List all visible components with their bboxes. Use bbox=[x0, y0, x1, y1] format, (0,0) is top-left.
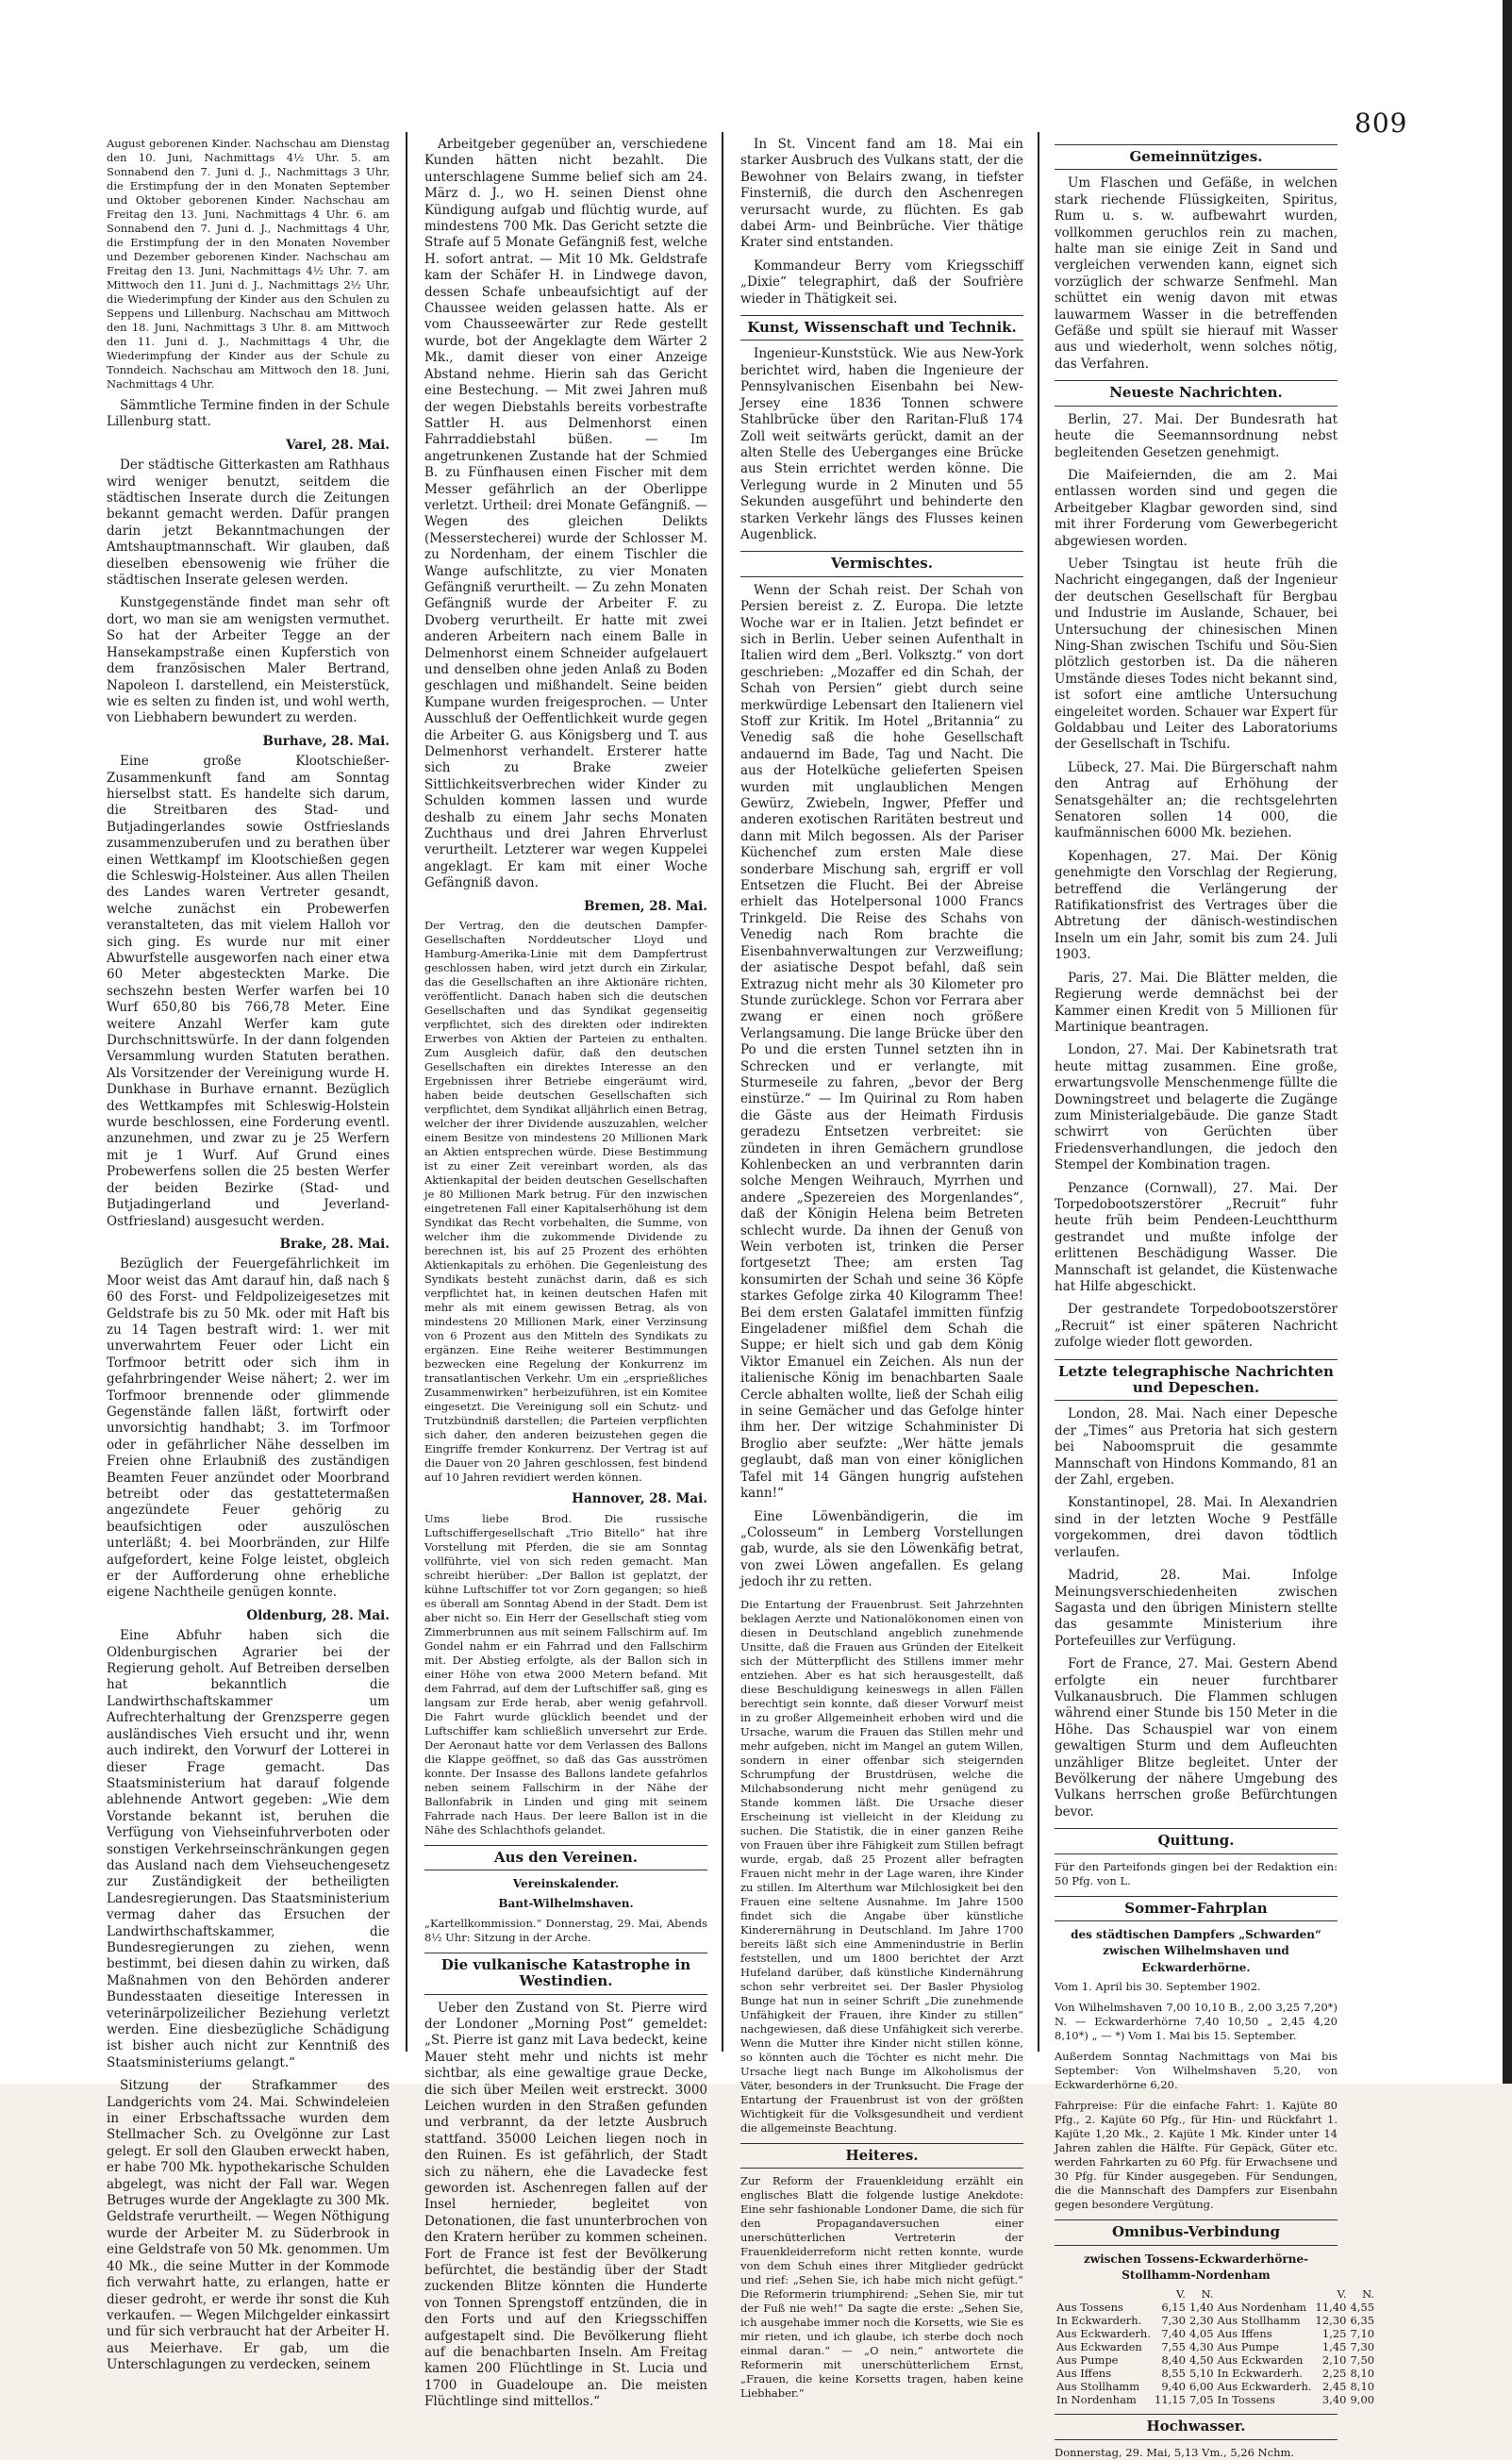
column-1 bbox=[107, 137, 390, 2373]
section-heading: Letzte telegraphische Nachrichten und Depeschen. bbox=[1055, 1359, 1338, 1402]
article-paragraph: Kunstgegenstände findet man sehr oft dort, wo man sie am wenigsten vermuthet. So hat der Arbeiter Tegge an der Hansekampstraße einen Kupferstich von dem französischen Maler Bertrand, Napoleon I. darstellend, ein Meisterstück, wie es selten zu finden ist, und wohl werth, von Liebhabern bewundert zu werden. bbox=[107, 595, 390, 726]
table-cell: 8,40 bbox=[1161, 2353, 1186, 2368]
header-cell bbox=[1216, 2287, 1314, 2301]
table-row bbox=[1055, 2340, 1376, 2353]
omnibus-timetable bbox=[1055, 2287, 1376, 2406]
article-paragraph: Der gestrandete Torpedobootszerstörer „Recruit“ ist einer späteren Nachricht zufolge wieder flott geworden. bbox=[1055, 1302, 1338, 1351]
header-cell: V. bbox=[1337, 2287, 1347, 2302]
article-paragraph: Eine große Klootschießer-Zusammenkunft fand am Sonntag hierselbst statt. Es handelte sich darum, die Streitbaren des Stad- und Butjadingerlandes sowie Ostfrieslands zusammenzuberufen und zu berathen über einen Wettkampf im Klootschießen gegen die Schleswig-Holsteiner. Aus allen Theilen des Landes waren Vertreter gesandt, welche zunächst ein Probewerfen veranstalteten, das mit vielem Halloh vor sich ging. Es wurde nur mit einer Abwurfstelle ausgeworfen nach einer etwa 60 Meter abgesteckten Marke. Die sechszehn besten Werfer warfen bei 10 Wurf 650,80 bis 766,78 Meter. Eine weitere Anzahl Werfer kam gute Durchschnittswürfe. In der dann folgenden Versammlung wurden Statuten berathen. Als Vorsitzender der Vereinigung wurde H. Dunkhase in Burhave ernannt. Bezüglich des Wettkampfes mit Schleswig-Holstein wurde beschlossen, eine Forderung eventl. anzunehmen, und zwar zu je 25 Werfern mit je 1 Wurf. Auf Grund eines Probewerfens sollen die 25 besten Werfer der beiden Bezirke (Stad- und Butjadingerland und Jeverland-Ostfriesland) ausgesucht werden. bbox=[107, 754, 390, 1229]
sub-heading: zwischen Tossens-Eckwarderhörne-Stollhamm-Nordenham bbox=[1083, 2252, 1309, 2283]
page-number: 809 bbox=[1354, 108, 1408, 139]
section-heading: Kunst, Wissenschaft und Technik. bbox=[740, 315, 1023, 341]
table-cell: 9,00 bbox=[1350, 2393, 1375, 2407]
column-2 bbox=[424, 137, 707, 2410]
column-rule bbox=[1038, 132, 1039, 2052]
article-paragraph: Eine Abfuhr haben sich die Oldenburgischen Agrarier bei der Regierung geholt. Auf Betreiben derselben hat bekanntlich die Landwirthschaftskammer um Aufrechterhaltung der Grenzsperre gegen ausländisches Vieh ersucht und ihr, wenn auch indirekt, den Vorwurf der Lotterei in dieser Frage gemacht. Das Staatsministerium hat darauf folgende ablehnende Antwort gegeben: „Wie dem Vorstande bekannt ist, beruhen die Verfügung von Viehseinfuhrverboten oder sonstigen Verkehrseinschränkungen gegen das Ausland nach dem Viehseuchengesetz zur Zuständigkeit der betheiligten Landesregierungen. Das Staatsministerium vermag daher das Ersuchen der Landwirthschaftskammer, die Bundesregierungen zu ziehen, wenn bestimmt, bei diesen dahin zu wirken, daß Maßnahmen von den Behörden anderer Bundesstaaten dieseitige Interessen in veterinärpolizeilicher Beziehung verletzt werden. Eine diesbezügliche Schädigung ist bisher auch nicht zur Kenntniß des Staatsministeriums gelangt.“ bbox=[107, 1628, 390, 2070]
column-rule bbox=[722, 132, 723, 2052]
article-paragraph: Sitzung der Strafkammer des Landgerichts vom 24. Mai. Schwindeleien in einer Erbschaftssache wurden dem Stellmacher Sch. zu Ovelgönne zur Last gelegt. Er soll den Glauben erweckt haben, er habe 700 Mk. hypothekarische Schulden abgelegt, was nicht der Fall war. Wegen Betruges wurde der Angeklagte zu 300 Mk. Geldstrafe verurtheilt. — Wegen Nöthigung wurde der Arbeiter M. zu Süderbrook in eine Geldstrafe von 50 Mk. genommen. Um 40 Mk., die seine Mutter in der Kommode fich verwahrt hatte, zu erlangen, hatte er dieser gedroht, er werde ihr sonst die Kuh verkaufen. — Wegen Milchgelder einkassirt und für sich verbraucht hat der Arbeiter H. aus Meierhave. Er gab, um die Unterschlagungen zu verdecken, seinem bbox=[107, 2078, 390, 2373]
article-paragraph: Der Vertrag, den die deutschen Dampfer-Gesellschaften Norddeutscher Lloyd und Hamburg-Amerika-Linie mit dem Dampfertrust geschlossen haben, wird jetzt durch ein Zirkular, das die Gesellschaften an ihre Aktionäre richten, veröffentlicht. Danach haben sich die deutschen Gesellschaften und das Syndikat gegenseitig verpflichtet, sich des direkten oder indirekten Erwerbes von Aktien der Parteien zu enthalten. Zum Ausgleich dafür, daß den deutschen Gesellschaften ein direktes Interesse an den Ergebnissen ihrer Betriebe eingeräumt wird, haben beide deutschen Gesellschaften sich verpflichtet, dem Syndikat alljährlich einen Betrag, welcher der ihrer Dividende auszuzahlen, welcher einem Besitze von mindestens 20 Millionen Mark an Aktien entsprechen würde. Diese Bestimmung ist zu einer Zeit vereinbart worden, als das Aktienkapital der beiden deutschen Gesellschaften je 80 Millionen Mark betrug. Für den inzwischen eingetretenen Fall einer Kapitalserhöhung ist dem Syndikat das Recht vorbehalten, die Summe, von welcher ihm die zukommende Dividende zu berechnen ist, bis auf 25 Prozent des erhöhten Aktienkapitals zu erhöhen. Die Gegenleistung des Syndikats besteht zunächst darin, daß es sich verpflichtet hat, in keinen deutschen Hafen mit mehr als mit einem gewissen Betrag, als von mindestens 20 Millionen Mark, einer Verzinsung von 6 Prozent aus den Mitteln des Syndikats zu ergänzen. Eine Reihe weiterer Bestimmungen bezwecken eine Regelung der Konkurrenz im transatlantischen Verkehr. Um ein „ersprießliches Zusammenwirken“ herbeizuführen, ist ein Komitee eingesetzt. Die Vereinigung soll ein Schutz- und Trutzbündniß darstellen; die Parteien verpflichten sich daher, den anderen beizustehen gegen die Eingriffe fremder Konkurrenz. Der Vertrag ist auf die Dauer von 20 Jahren geschlossen, fest bindend auf 10 Jahren revidiert werden können. bbox=[424, 919, 707, 1485]
table-cell: 1,40 bbox=[1188, 2301, 1214, 2315]
table-cell: 2,25 bbox=[1321, 2367, 1347, 2381]
timetable-text: Von Wilhelmshaven 7,00 10,10 B., 2,00 3,25 7,20*) N. — Eckwarderhörne 7,40 10,50 „ 2,45 4,20 8,10*) „ — *) Vom 1. Mai bis 15. September. bbox=[1055, 2001, 1338, 2043]
article-paragraph: Wenn der Schah reist. Der Schah von Persien bereist z. Z. Europa. Die letzte Woche war er in Italien. Jetzt befindet er sich in Berlin. Ueber seinen Aufenthalt in Italien wird dem „Berl. Volksztg.“ von dort geschrieben: „Mozaffer ed din Schah, der Schah von Persien“ giebt durch seine merkwürdige Lebensart den Italienern viel Stoff zur Kritik. Im Hotel „Britannia“ zu Venedig saß die hohe Gesellschaft andauernd im Bade, Tag und Nacht. Die aus der Hotelküche gelieferten Speisen wurden mit unglaublichen Mengen Gewürz, Zwiebeln, Ingwer, Pfeffer und anderen exotischen Raritäten bestreut und dann mit Milch begossen. Als der Pariser Küchenchef zum ersten Male diese sonderbare Mischung sah, ergriff er voll Entsetzen die Flucht. Bei der Abreise erhielt das Hotelpersonal 1000 Francs Trinkgeld. Die Reise des Schahs von Venedig nach Rom brachte die Eisenbahnverwaltungen zur Verzweiflung; der asiatische Despot befahl, daß sein Extrazug nicht mehr als 30 Kilometer pro Stunde zurücklege. Schon vor Ferrara aber zwang er einen noch größere Verlangsamung. Die lange Brücke über den Po und die ersten Tunnel setzten ihn in Schrecken und er verlangte, mit Sturmeseile zu fahren, „bevor der Berg einstürze.“ — Im Quirinal zu Rom haben die Gäste aus der Heimath Firdusis geradezu Entsetzen verbreitet: sie zündeten in ihren Gemächern grundlose Kohlenbecken an und verbrannten darin solche Mengen Weihrauch, Myrrhen und andere „Spezereien des Morgenlandes“, daß der Königin Helena beim Betreten schlecht wurde. Da ihnen der Genuß von Wein verboten ist, trinken die Perser fortgesetzt Thee; am ersten Tag konsumirten der Schah und seine 36 Köpfe starkes Gefolge zirka 40 Kilogramm Thee! Bei dem ersten Galatafel immitten fünfzig Eingeladener mißfiel dem Schah die Suppe; er hielt sich und gab dem König Viktor Emanuel ein Zeichen. Als nun der italienische König im benachbarten Saale Cercle abhalten wollte, ließ der Schah eilig in seine Gemächer und das Gefolge hinter ihm her. Der witzige Schahminister Di Broglio aber seufzte: „Wer hätte jemals geglaubt, daß man von einer königlichen Tafel mit 14 Gängen hungrig aufstehen kann!“ bbox=[740, 582, 1023, 1502]
article-paragraph: Ueber Tsingtau ist heute früh die Nachricht eingegangen, daß der Ingenieur der deutschen Gesellschaft für Bergbau und Industrie im Auslande, Schauer, bei Untersuchung der chinesischen Minen Ning-Shan zwischen Tschifu und Söu-Sien plötzlich gestorben ist. Da die näheren Umstände dieses Todes nicht bekannt sind, ist sofort eine amtliche Untersuchung eingeleitet worden. Schauer war Expert für Goldabbau und Leiter des Laboratoriums der Gesellschaft in Tschifu. bbox=[1055, 556, 1338, 753]
article-paragraph: Paris, 27. Mai. Die Blätter melden, die Regierung werde demnächst bei der Kammer einen Kredit von 5 Millionen für Martinique beantragen. bbox=[1055, 970, 1338, 1035]
table-row bbox=[1055, 2314, 1376, 2327]
article-paragraph: Fort de France, 27. Mai. Gestern Abend erfolgte ein neuer furchtbarer Vulkanausbruch. Die Flammen schlugen während einer Stunde bis 150 Meter in die Höhe. Das Schauspiel war von einem gewaltigen Sturm und dem Aufleuchten unzähliger Blitze begleitet. Unter der Bevölkerung der nähere Umgebung des Vulkans herrschen große Befürchtungen bevor. bbox=[1055, 1656, 1338, 1820]
table-cell: 11,40 bbox=[1315, 2301, 1347, 2315]
article-paragraph: Vom 1. April bis 30. September 1902. bbox=[1055, 1980, 1261, 1994]
table-cell: 7,50 bbox=[1350, 2353, 1375, 2368]
table-cell: Aus Pumpe bbox=[1217, 2340, 1280, 2354]
article-paragraph: Eine Löwenbändigerin, die im „Colosseum“ in Lemberg Vorstellungen gab, wurde, als sie den Löwenkäfig betrat, von zwei Löwen angefallen. Es gelang jedoch ihr zu retten. bbox=[740, 1508, 1023, 1590]
table-cell: 1,25 bbox=[1321, 2327, 1347, 2341]
article-paragraph: Konstantinopel, 28. Mai. In Alexandrien sind in der letzten Woche 9 Pestfälle vorgekommen, drei davon tödtlich verlaufen. bbox=[1055, 1495, 1338, 1560]
table-cell: Aus Eckwarderh. bbox=[1217, 2380, 1312, 2394]
article-paragraph: London, 27. Mai. Der Kabinetsrath trat heute mittag zusammen. Eine große, erwartungsvolle Menschenmenge füllte die Downingstreet und belagerte die Zugänge zum Ministerialgebäude. Die ganze Stadt schwirrt von Gerüchten über Friedensverhandlungen, die jedoch den Stempel der Kombination tragen. bbox=[1055, 1042, 1338, 1173]
column-4 bbox=[1055, 137, 1375, 2459]
article-paragraph: Kopenhagen, 27. Mai. Der König genehmigte den Vorschlag der Regierung, betreffend die Verlängerung der Ratifikationsfrist des Vertrages über die Abtretung der dänisch-westindischen Inseln um ein Jahr, somit bis zum 24. Juli 1903. bbox=[1055, 848, 1338, 963]
dateline: Burhave, 28. Mai. bbox=[262, 733, 390, 749]
header-cell: V. bbox=[1175, 2287, 1186, 2302]
table-row bbox=[1055, 2380, 1376, 2393]
header-cell bbox=[1055, 2287, 1153, 2301]
table-cell: Aus Iffens bbox=[1056, 2367, 1112, 2381]
table-cell: In Tossens bbox=[1217, 2393, 1275, 2407]
header-cell: N. bbox=[1201, 2287, 1214, 2302]
table-cell: In Eckwarderh. bbox=[1056, 2314, 1142, 2328]
table-cell: 8,10 bbox=[1350, 2380, 1375, 2394]
table-row bbox=[1055, 2327, 1376, 2340]
article-paragraph: In St. Vincent fand am 18. Mai ein starker Ausbruch des Vulkans statt, der die Bewohner von Belairs zwang, in tiefster Finsterniß, die durch den Aschenregen verursacht wurde, zu flüchten. Es gab dabei Arm- und Beinbrüche. Vier thätige Krater sind entstanden. bbox=[740, 137, 1023, 251]
dateline: Oldenburg, 28. Mai. bbox=[246, 1607, 390, 1623]
table-cell: 6,00 bbox=[1188, 2380, 1214, 2394]
article-paragraph: Ueber den Zustand von St. Pierre wird der Londoner „Morning Post“ gemeldet: „St. Pierre ist ganz mit Lava bedeckt, keine Mauer steht mehr und nichts ist mehr sichtbar, als eine gewaltige graue Decke, die sich über Meilen weit erstreckt. 3000 Leichen wurden in den Straßen gefunden und verbrannt, da der letzte Ausbruch stattfand. 35000 Leichen liegen noch in den Ruinen. Es ist gefährlich, der Stadt sich zu nähern, ehe die Lavadecke fest geworden ist. Aschenregen fallen auf der Insel hernieder, begleitet von Detonationen, die fast ununterbrochen von den Kratern herüber zu kommen scheinen. Fort de France ist fest der Bevölkerung befürchtet, die beständig über der Stadt zuckenden Blitze könnten die Hunderte von Tonnen Sprengstoff entzünden, die in den Forts und auf den Kriegsschiffen aufgestapelt sind. Die Bevölkerung flieht auf die benachbarten Inseln. Am Freitag kamen 200 Flüchtlinge in St. Lucia und 1700 in Guadeloupe an. Die meisten Flüchtlinge sind mittellos.“ bbox=[424, 2000, 707, 2410]
article-paragraph: Penzance (Cornwall), 27. Mai. Der Torpedobootszerstörer „Recruit“ fuhr heute früh beim Pendeen-Leuchtthurm gestrandet und mußte infolge der erlittenen Beschädigung Wasser. Die Mannschaft ist gelandet, die Küstenwache hat Hilfe abgeschickt. bbox=[1055, 1180, 1338, 1294]
column-3 bbox=[740, 137, 1023, 2400]
timetable-text: Außerdem Sonntag Nachmittags von Mai bis September: Von Wilhelmshaven 5,20, von Eckwarderhörne 6,20. bbox=[1055, 2050, 1338, 2092]
section-heading: Quittung. bbox=[1055, 1828, 1338, 1853]
article-paragraph: Der städtische Gitterkasten am Rathhaus wird weniger benutzt, seitdem die städtischen Inserate durch die Zeitungen bekannt gemacht werden. Dafür prangen darin jetzt Bekanntmachungen der Amtshauptmannschaft. Wir glauben, daß dieselben ebensowenig wie früher die städtischen Inserate gelesen werden. bbox=[107, 457, 390, 589]
table-cell: 7,10 bbox=[1350, 2327, 1375, 2341]
section-heading: Omnibus-Verbindung bbox=[1055, 2219, 1338, 2245]
table-cell: 4,50 bbox=[1188, 2353, 1214, 2368]
section-heading: Neueste Nachrichten. bbox=[1055, 380, 1338, 406]
table-cell: 6,15 bbox=[1161, 2301, 1186, 2315]
article-paragraph: Ums liebe Brod. Die russische Luftschiffergesellschaft „Trio Bitello“ hat ihre Vorstellung mit Pferden, die sie am Sonntag vollführte, viel von sich reden gemacht. Man schreibt hierüber: „Der Ballon ist geplatzt, der kühne Luftschiffer tot vor Zorn gegangen; so hieß es überall am Sonntag Abend in der Stadt. Dem ist aber nicht so. Ein Herr der Gesellschaft stieg vom Zimmerbrunnen aus mit seinem Fallschirm auf. Im Gondel nahm er ein Fahrrad und den Fallschirm mit. Der Abstieg erfolgte, als der Ballon sich in einer Höhe von etwa 2000 Metern befand. Mit dem Fahrrad, auf dem der Luftschiffer saß, ging es langsam zur Erde herab, aber wenig gefahrvoll. Die Fahrt wurde glücklich beendet und der Luftschiffer kam schließlich unversehrt zur Erde. Der Aeronaut hatte vor dem Verlassen des Ballons die Klappe geöffnet, so daß das Gas ausströmen konnte. Der Insasse des Ballons landete gefahrlos neben seinem Fallschirm in der Nähe der Ballonfabrik in Linden und ging mit seinem Fahrrade nach Haus. Der leere Ballon ist in die Nähe des Schlachthofs gelandet. bbox=[424, 1511, 707, 1837]
article-paragraph: Für den Parteifonds gingen bei der Redaktion ein: 50 Pfg. von L. bbox=[1055, 1859, 1338, 1887]
article-paragraph: London, 28. Mai. Nach einer Depesche der „Times“ aus Pretoria hat sich gestern bei Naboomspruit die gesammte Mannschaft von Hindons Kommando, 81 an der Zahl, ergeben. bbox=[1055, 1406, 1338, 1488]
table-cell: Aus Tossens bbox=[1056, 2301, 1123, 2315]
article-paragraph: Die Maifeiernden, die am 2. Mai entlassen worden sind und gegen die Arbeitgeber Klagbar geworden sind, sind mit ihrer Forderung vom Gewerbegericht abgewiesen worden. bbox=[1055, 467, 1338, 549]
article-paragraph: Die Entartung der Frauenbrust. Seit Jahrzehnten beklagen Aerzte und Nationalökonomen einen von diesen in Deutschland angeblich zunehmende Unsitte, daß die Frauen aus Gründen der Eitelkeit sich der Mütterpflicht des Stillens immer mehr entziehen. Aber es hat sich herausgestellt, daß diese Beschuldigung keineswegs in allen Fällen berechtigt sein konnte, daß dieser Vorwurf meist in zu großer Allgemeinheit erhoben wird und die Ursache, warum die Frauen das Stillen mehr und mehr aufgeben, nicht im Mangel an gutem Willen, sondern in einer offenbar sich steigernden Schrumpfung der Brustdrüsen, welche die Milchabsonderung nicht mehr genügend zu Stande kommen läßt. Die Ursache dieser Erscheinung ist vielleicht in der Kleidung zu suchen. Die Statistik, die in einer ganzen Reihe von Frauen über ihre Fähigkeit zum Stillen befragt wurde, ergab, daß 25 Prozent aller befragten Frauen nicht mehr in der Lage waren, ihre Kinder zu stillen. Im Alterthum war Milchlosigkeit bei den Frauen eine seltene Ausnahme. Im Jahre 1500 findet sich die Angabe über künstliche Kinderernährung in Deutschland. Im Jahre 1700 bereits läßt sich eine Ammenindustrie in Berlin feststellen, und um 1800 berichtet der Arzt Hufeland darüber, daß künstliche Kindernährung schon sehr verbreitet sei. Der Basler Physiolog Bunge hat nun in seiner Schrift „Die zunehmende Unfähigkeit der Frauen, ihre Kinder zu stillen“ nachgewiesen, daß diese Unfähigkeit sich vererbe. Wenn die Mutter ihre Kinder nicht stillen könne, so könnten auch die Töchter es nicht mehr. Die Ursache liegt nach Bunge im Alkoholismus der Väter, besonders in der Trunksucht. Die Frage der Entartung der Frauenbrust ist von der größten Wichtigkeit für die Volksgesundheit und verdient die allgemeinste Beachtung. bbox=[740, 1597, 1023, 2135]
article-paragraph: Berlin, 27. Mai. Der Bundesrath hat heute die Seemannsordnung nebst begleitenden Gesetzen genehmigt. bbox=[1055, 411, 1338, 460]
article-paragraph: Ingenieur-Kunststück. Wie aus New-York berichtet wird, haben die Ingenieure der Pennsylvanischen Eisenbahn bei New-Jersey eine 1836 Tonnen schwere Stahlbrücke über den Raritan-Fluß 174 Zoll weit seitwärts gerückt, damit an der alten Stelle des Ueberganges eine Brücke aus Stein errichtet werden könne. Die Verlegung wurde in 2 Minuten und 55 Sekunden ausgeführt und behinderte den starken Verkehr längs des Flusses keinen Augenblick. bbox=[740, 346, 1023, 542]
table-cell: 2,45 bbox=[1321, 2380, 1347, 2394]
article-paragraph: Arbeitgeber gegenüber an, verschiedene Kunden hätten nicht bezahlt. Die unterschlagene Summe belief sich am 24. März d. J., wo H. seinen Dienst ohne Kündigung aufgab und flüchtig wurde, auf mindestens 700 Mk. Das Gericht setzte die Strafe auf 5 Monate Gefängniß fest, welche H. sofort antrat. — Mit 10 Mk. Geldstrafe kam der Schäfer H. in Lindwege davon, dessen Schafe unbeaufsichtigt auf der Chaussee weiden gelassen hatte. Als er vom Chausseewärter zur Rede gestellt wurde, bot der Angeklagte dem Wärter 2 Mk., damit dieser von einer Anzeige Abstand nehme. Hierin sah das Gericht eine Bestechung. — Mit zwei Jahren muß der wegen Diebstahls bereits vorbestrafte Sattler H. aus Delmenhorst einen Fahrraddiebstahl büßen. — Im angetrunkenen Zustande hat der Schmied B. zu Fünfhausen einen Fischer mit dem Messer gefährlich an der Oberlippe verletzt. Urtheil: drei Monate Gefängniß. — Wegen des gleichen Delikts (Messerstecherei) wurde der Schlosser M. zu Nordenham, der einem Tischler die Wange aufschlitzte, zu vier Monaten Gefängniß verurtheilt. — Zu zehn Monaten Gefängniß wurde der Arbeiter F. zu Dvoberg verurtheilt. Er hatte mit zwei anderen Arbeitern nach einem Balle in Delmenhorst einem Schneider aufgelauert und denselben ohne jeden Anlaß zu Boden geschlagen und mißhandelt. Seine beiden Kumpane wurden freigesprochen. — Unter Ausschluß der Oeffentlichkeit wurde gegen die Arbeiter G. aus Königsberg und T. aus Delmenhorst verhandelt. Ersterer hatte sich zu Brake zweier Sittlichkeitsverbrechen wider Kinder zu Schulden kommen lassen und wurde deshalb zu einem Jahr sechs Monaten Zuchthaus und drei Jahren Ehrverlust verurtheilt. Letzterer war wegen Kuppelei angeklagt. Er kam mit einer Woche Gefängniß davon. bbox=[424, 137, 707, 891]
sub-heading: des städtischen Dampfers „Schwarden“ zwischen Wilhelmshaven und Eckwarderhörne. bbox=[1071, 1928, 1321, 1974]
column-rule bbox=[406, 132, 407, 2052]
table-row bbox=[1055, 2301, 1376, 2314]
article-paragraph: Madrid, 28. Mai. Infolge Meinungsverschiedenheiten zwischen Sagasta und den übrigen Ministern stellte das gesammte Ministerium ihre Portefeuilles zur Verfügung. bbox=[1055, 1568, 1338, 1649]
article-paragraph: Sämmtliche Termine finden in der Schule Lillenburg statt. bbox=[107, 398, 390, 430]
table-cell: 9,40 bbox=[1161, 2380, 1186, 2394]
sub-heading: Vereinskalender. bbox=[512, 1876, 620, 1890]
table-cell: Aus Iffens bbox=[1217, 2327, 1272, 2341]
table-cell: 7,30 bbox=[1350, 2340, 1375, 2354]
table-cell: 4,05 bbox=[1188, 2327, 1214, 2341]
section-heading: Die vulkanische Katastrophe in Westindien. bbox=[424, 1953, 707, 1995]
section-heading: Sommer-Fahrplan bbox=[1055, 1896, 1338, 1921]
article-paragraph: Um Flaschen und Gefäße, in welchen stark riechende Flüssigkeiten, Spiritus, Rum u. s. w. aufbewahrt wurden, vollkommen geruchlos rein zu machen, halte man sie einige Zeit in Sand und vergleichen verwenden kann, eignet sich vorzüglich der schwarze Senfmehl. Man schüttet ein wenig davon mit etwas lauwarmem Wasser in die betreffenden Gefäße und spült sie hierauf mit Wasser aus und wiederholt, wenn solches nötig, das Verfahren. bbox=[1055, 175, 1338, 372]
table-row bbox=[1055, 2353, 1376, 2367]
section-heading: Vermischtes. bbox=[740, 551, 1023, 576]
table-cell: 2,10 bbox=[1321, 2353, 1347, 2368]
section-heading: Gemeinnütziges. bbox=[1055, 144, 1338, 170]
table-cell: Aus Pumpe bbox=[1056, 2353, 1119, 2368]
section-heading: Aus den Vereinen. bbox=[424, 1845, 707, 1870]
dateline: Bremen, 28. Mai. bbox=[584, 898, 707, 914]
article-paragraph: Lübeck, 27. Mai. Die Bürgerschaft nahm den Antrag auf Erhöhung der Senatsgehälter an; die rechtsgelehrten Senatoren sollen 14 000, die kaufmännischen 6000 Mk. beziehen. bbox=[1055, 759, 1338, 841]
fare-text: Fahrpreise: Für die einfache Fahrt: 1. Kajüte 80 Pfg., 2. Kajüte 60 Pfg., für Hin- und Rückfahrt 1. Kajüte 1,20 Mk., 2. Kajüte 1 Mk. Kinder unter 14 Jahren zahlen die Hälfte. Für Gepäck, Güter etc. werden Fahrkarten zu 60 Pfg. für Erwachsene und 30 Pfg. für Kinder ausgegeben. Für Sendungen, die die Mannschaft des Dampfers zur Eisenbahn gegen besondere Vergütung. bbox=[1055, 2099, 1338, 2212]
table-cell: Aus Eckwarderh. bbox=[1056, 2327, 1151, 2341]
table-cell: In Nordenham bbox=[1056, 2393, 1137, 2407]
dateline: Hannover, 28. Mai. bbox=[572, 1491, 707, 1507]
table-cell: In Eckwarderh. bbox=[1217, 2367, 1303, 2381]
table-cell: 2,30 bbox=[1188, 2314, 1214, 2328]
table-cell: 7,55 bbox=[1161, 2340, 1186, 2354]
table-cell: 4,55 bbox=[1350, 2301, 1375, 2315]
header-cell: N. bbox=[1362, 2287, 1375, 2302]
table-cell: Aus Stollhamm bbox=[1056, 2380, 1140, 2394]
article-paragraph: Donnerstag, 29. Mai, 5,13 Vm., 5,26 Nchm. bbox=[1055, 2445, 1295, 2459]
table-cell: Aus Nordenham bbox=[1217, 2301, 1307, 2315]
table-cell: 3,40 bbox=[1321, 2393, 1347, 2407]
section-heading: Hochwasser. bbox=[1055, 2414, 1338, 2439]
table-cell: 11,15 bbox=[1155, 2393, 1186, 2407]
table-row bbox=[1055, 2367, 1376, 2380]
article-paragraph: Kommandeur Berry vom Kriegsschiff „Dixie“ telegraphirt, daß der Soufrière wieder in Thätigkeit sei. bbox=[740, 258, 1023, 307]
table-cell: 7,30 bbox=[1161, 2314, 1186, 2328]
table-cell: 4,30 bbox=[1188, 2340, 1214, 2354]
article-paragraph: Zur Reform der Frauenkleidung erzählt ein englisches Blatt die folgende lustige Anekdote: Eine sehr fashionable Londoner Dame, die sich für den Propagandaversuchen einer unerschütterlichen Vertreterin der Frauenkleiderreform nicht retten konnte, wurde von dem Schuh eines ihrer Mitglieder gedrückt und rief: „Sehen Sie, ich habe mich nicht gefügt.“ Die Reformerin triumphirend: „Sehen Sie, mir tut der Fuß nie weh!“ Da sagte die erste: „Sehen Sie, ich ausgehabe immer noch die Korsetts, wie Sie es mir rieten, und ich glaube, ich sterbe doch noch einmal daran.“ — „O nein,“ antwortete die Reformerin mit unerschütterlichem Ernst, „Frauen, die keine Korsetts tragen, haben keine Liebhaber.“ bbox=[740, 2173, 1023, 2400]
dateline: Brake, 28. Mai. bbox=[279, 1236, 390, 1252]
table-cell: Aus Stollhamm bbox=[1217, 2314, 1301, 2328]
table-cell: Aus Eckwarden bbox=[1056, 2340, 1142, 2354]
table-cell: 8,55 bbox=[1161, 2367, 1186, 2381]
article-paragraph: „Kartellkommission.“ Donnerstag, 29. Mai, Abends 8½ Uhr: Sitzung in der Arche. bbox=[424, 1916, 707, 1944]
vaccination-schedule: August geborenen Kinder. Nachschau am Dienstag den 10. Juni, Nachmittags 4½ Uhr. 5. am Sonnabend den 7. Juni d. J., Nachmittags 3 Uhr, die Erstimpfung der in den Monaten September und Oktober geborenen Kinder. Nachschau am Freitag den 13. Juni, Nachmittags 4 Uhr. 6. am Sonnabend den 7. Juni d. J., Nachmittags 4 Uhr, die Erstimpfung der in den Monaten November und Dezember geborenen Kinder. Nachschau am Freitag den 13. Juni, Nachmittags 4½ Uhr. 7. am Mittwoch den 11. Juni d. J., Nachmittags 2½ Uhr, die Wiederimpfung der Kinder aus den Schulen zu Seppens und Lillenburg. Nachschau am Mittwoch den 18. Juni, Nachmittags 3 Uhr. 8. am Mittwoch den 11. Juni d. J., Nachmittags 4 Uhr, die Wiederimpfung der Kinder aus der Schule zu Tonndeich. Nachschau am Mittwoch den 18. Juni, Nachmittags 4 Uhr. bbox=[107, 137, 390, 391]
table-cell: 7,05 bbox=[1188, 2393, 1214, 2407]
sub-heading: Bant-Wilhelmshaven. bbox=[498, 1897, 634, 1911]
table-row bbox=[1055, 2393, 1376, 2406]
dateline: Varel, 28. Mai. bbox=[286, 437, 390, 453]
table-header-row bbox=[1055, 2287, 1376, 2301]
table-cell: Aus Eckwarden bbox=[1217, 2353, 1304, 2368]
table-cell: 7,40 bbox=[1161, 2327, 1186, 2341]
section-heading: Heiteres. bbox=[740, 2143, 1023, 2169]
table-cell: 5,10 bbox=[1188, 2367, 1214, 2381]
table-cell: 1,45 bbox=[1321, 2340, 1347, 2354]
table-cell: 8,10 bbox=[1350, 2367, 1375, 2381]
table-cell: 12,30 bbox=[1315, 2314, 1347, 2328]
article-paragraph: Bezüglich der Feuergefährlichkeit im Moor weist das Amt darauf hin, daß nach § 60 des Forst- und Feldpolizeigesetzes mit Geldstrafe bis zu 50 Mk. oder mit Haft bis zu 14 Tagen bestraft wird: 1. wer mit unverwahrtem Feuer oder Licht ein Torfmoor betritt oder sich ihm in gefahrbringender Weise nähert; 2. wer im Torfmoor brennende oder glimmende Gegenstände fallen läßt, fortwirft oder unvorsichtig handhabt; 3. im Torfmoor oder in gefährlicher Nähe desselben im Freien ohne Erlaubniß des zuständigen Beamten Feuer anzündet oder Moorbrand betreibt oder das gestattetermaßen angezündete Feuer gehörig zu beaufsichtigen oder auszulöschen unterläßt; 4. bei Moorbränden, zur Hilfe aufgefordert, keine Folge leistet, obgleich er der Aufforderung ohne erhebliche eigene Nachtheile genügen konnte. bbox=[107, 1256, 390, 1601]
table-cell: 6,35 bbox=[1350, 2314, 1375, 2328]
